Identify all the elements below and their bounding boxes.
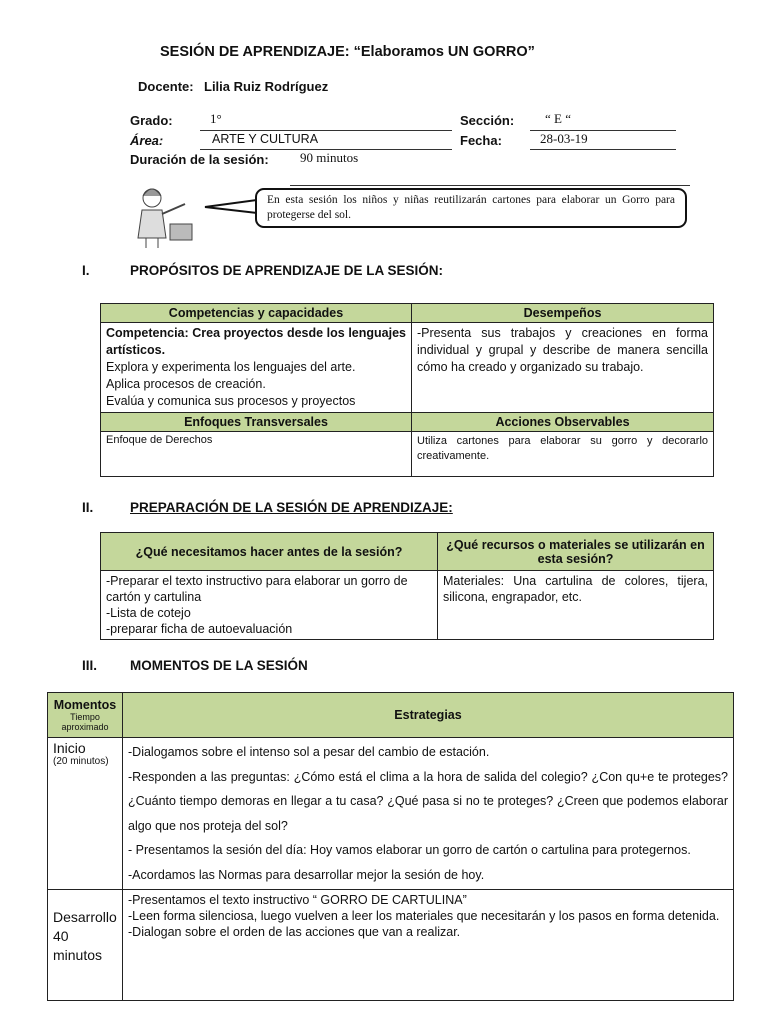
column-header: ¿Qué necesitamos hacer antes de la sesión?: [101, 533, 438, 571]
grado-label: Grado:: [130, 113, 173, 128]
grado-value: 1°: [210, 111, 222, 126]
section-number: II.: [82, 500, 94, 515]
table-cell: [123, 890, 734, 1001]
momentos-header: Momentos: [53, 698, 117, 712]
seccion-value: “ E “: [545, 111, 571, 126]
speech-bubble: En esta sesión los niños y niñas reutilizarán cartones para elaborar un Gorro para protegerse del sol.: [255, 188, 687, 228]
section-number: III.: [82, 658, 98, 673]
divider: [530, 149, 676, 150]
divider: [290, 185, 690, 186]
duracion-label: Duración de la sesión:: [130, 152, 269, 167]
capacidad-item: Explora y experimenta los lenguajes del arte.: [106, 360, 356, 374]
fecha-value: 28-03-19: [540, 131, 588, 146]
strategy-line: - Presentamos la sesión del día: Hoy vamos elaborar un gorro de cartón o cartulina para protegernos.: [128, 843, 691, 857]
moment-time: 40: [53, 928, 69, 944]
column-header: Enfoques Transversales: [101, 413, 412, 432]
table-cell: [101, 323, 412, 413]
section-heading: PROPÓSITOS DE APRENDIZAJE DE LA SESIÓN:: [130, 263, 444, 278]
strategy-line: -Responden a las preguntas: ¿Cómo está el clima a la hora de salida del colegio? ¿Con qu+e te proteges?¿Cuánto tiempo demoras en llegar a tu casa? ¿Qué pasa si no te proteges? ¿Creen que podemos elaborar algo que nos proteja del sol?: [128, 769, 728, 833]
section-heading: PREPARACIÓN DE LA SESIÓN DE APRENDIZAJE:: [130, 500, 453, 515]
docente-value: Lilia Ruiz Rodríguez: [204, 79, 329, 94]
duracion-value: 90 minutos: [300, 150, 359, 165]
desempeno-text: -Presenta sus trabajos y creaciones en forma individual y grupal y describe de manera sencilla cómo ha creado y organizado su trabajo.: [412, 323, 714, 413]
strategy-line: -Dialogan sobre el orden de las acciones que van a realizar.: [128, 925, 461, 939]
fecha-label: Fecha:: [460, 133, 502, 148]
materiales-text: Materiales: Una cartulina de colores, tijera, silicona, engrapador, etc.: [438, 571, 714, 640]
column-header: Estrategias: [123, 693, 734, 738]
strategy-line: -Presentamos el texto instructivo “ GORRO DE CARTULINA”: [128, 893, 467, 907]
column-header: Competencias y capacidades: [101, 304, 412, 323]
table-cell: [48, 890, 123, 1001]
column-header: [48, 693, 123, 738]
list-item: -Preparar el texto instructivo para elaborar un gorro de cartón y cartulina: [106, 574, 408, 604]
section-number: I.: [82, 263, 90, 278]
table-cell: [48, 738, 123, 890]
strategy-line: -Acordamos las Normas para desarrollar mejor la sesión de hoy.: [128, 867, 485, 882]
moment-time: minutos: [53, 947, 103, 963]
section-heading: MOMENTOS DE LA SESIÓN: [130, 658, 308, 673]
area-value: ARTE Y CULTURA: [212, 132, 319, 146]
speech-bubble-tail-icon: [200, 195, 260, 225]
acciones-text: Utiliza cartones para elaborar su gorro y decorarlo creativamente.: [412, 432, 714, 477]
divider: [200, 130, 452, 131]
column-header: ¿Qué recursos o materiales se utilizarán en esta sesión?: [438, 533, 714, 571]
area-label: Área:: [130, 133, 164, 148]
strategy-line: -Dialogamos sobre el intenso sol a pesar del cambio de estación.: [128, 745, 490, 759]
column-header: Acciones Observables: [412, 413, 714, 432]
purposes-table: [100, 303, 714, 477]
moment-label: Inicio: [53, 740, 86, 756]
list-item: -Lista de cotejo: [106, 606, 191, 620]
seccion-label: Sección:: [460, 113, 515, 128]
enfoque-text: Enfoque de Derechos: [101, 432, 412, 477]
preparation-table: [100, 532, 714, 640]
tiempo-header: Tiempo aproximado: [61, 712, 109, 732]
table-cell: [123, 738, 734, 890]
strategy-line: -Leen forma silenciosa, luego vuelven a leer los materiales que necesitarán y los pasos en forma detenida.: [128, 909, 720, 923]
moments-table: [47, 692, 734, 1001]
competencia-text: Competencia: Crea proyectos desde los lenguajes artísticos.: [106, 326, 406, 357]
capacidad-item: Aplica procesos de creación.: [106, 377, 266, 391]
session-title: SESIÓN DE APRENDIZAJE: “Elaboramos UN GORRO”: [160, 44, 535, 60]
moment-label: Desarrollo: [53, 909, 117, 925]
moment-time: (20 minutos): [53, 756, 109, 767]
table-cell: [101, 571, 438, 640]
column-header: Desempeños: [412, 304, 714, 323]
capacidad-item: Evalúa y comunica sus procesos y proyectos: [106, 394, 356, 408]
list-item: -preparar ficha de autoevaluación: [106, 622, 293, 636]
docente-label: Docente:: [138, 79, 194, 94]
teacher-illustration-icon: [130, 184, 210, 250]
